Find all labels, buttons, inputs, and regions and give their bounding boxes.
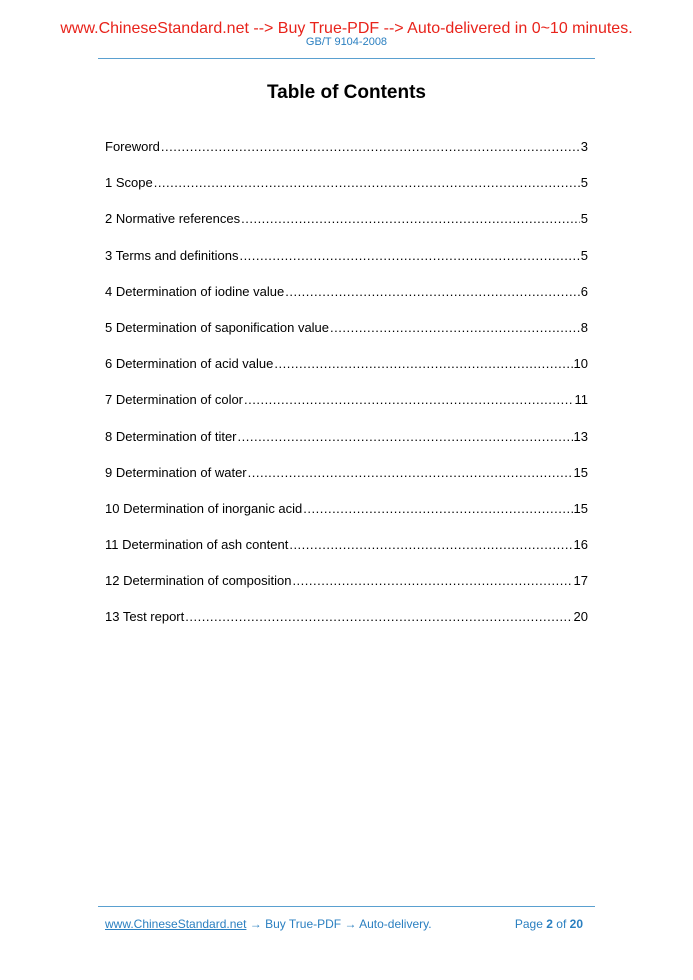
toc-entry[interactable] [105,429,588,465]
toc-entry-label: 12 Determination of composition [105,573,292,589]
toc-entry-label: Foreword [105,139,160,154]
toc-leader-dots [285,284,580,300]
toc-entry-label: 2 Normative references [105,211,241,227]
toc-entry[interactable] [105,501,588,537]
toc-entry-page: 11 [574,392,588,408]
page-current: 2 [546,917,553,931]
toc-entry-label: 6 Determination of acid value [105,356,274,372]
toc-leader-dots [303,501,572,517]
page-title: Table of Contents [266,82,427,103]
toc-entry[interactable] [105,248,588,284]
toc-leader-dots [239,248,579,264]
toc-leader-dots [154,175,580,191]
toc-entry[interactable] [105,211,588,247]
toc-leader-dots [244,392,573,408]
toc-entry-page: 6 [580,283,588,299]
toc-entry-label: 8 Determination of titer [105,428,237,444]
toc-entry-page: 10 [573,356,588,372]
toc-entry[interactable] [105,465,588,501]
toc-leader-dots [248,465,573,481]
toc-leader-dots [274,356,572,372]
standard-code: GB/T 9104-2008 [305,36,388,48]
toc-entry-page: 3 [580,139,588,154]
toc-entry-page: 17 [573,573,588,589]
toc-entry-page: 13 [573,428,588,444]
footer-promo-text: → Buy True-PDF → Auto-delivery. [246,917,432,931]
toc-entry-label: 13 Test report [105,609,185,625]
footer-promo [105,917,432,931]
toc-leader-dots [289,537,572,553]
page-label: Page [514,917,543,931]
toc-entry-label: 9 Determination of water [105,464,247,480]
toc-list [105,139,588,646]
toc-entry[interactable] [105,392,588,428]
toc-entry-page: 5 [580,247,588,263]
toc-entry[interactable] [105,356,588,392]
toc-entry-page: 15 [573,464,588,480]
toc-entry-label: 1 Scope [105,175,153,191]
toc-entry-page: 5 [580,211,588,227]
toc-leader-dots [185,609,572,625]
toc-leader-dots [330,320,580,336]
toc-entry-label: 10 Determination of inorganic acid [105,500,303,516]
toc-leader-dots [238,429,573,445]
toc-entry[interactable] [105,139,588,175]
toc-leader-dots [292,573,572,589]
toc-entry[interactable] [105,284,588,320]
toc-entry[interactable] [105,537,588,573]
toc-entry[interactable] [105,175,588,211]
footer-divider [98,906,595,907]
toc-entry-label: 5 Determination of saponification value [105,319,330,335]
toc-entry[interactable] [105,573,588,609]
toc-entry-label: 3 Terms and definitions [105,247,239,263]
toc-entry-page: 20 [573,609,588,625]
toc-entry-label: 4 Determination of iodine value [105,283,285,299]
toc-entry[interactable] [105,320,588,356]
footer-site-link[interactable]: www.ChineseStandard.net [105,917,247,931]
top-banner[interactable]: www.ChineseStandard.net --> Buy True-PDF --> Auto-delivered in 0~10 minutes. [60,20,633,37]
toc-entry-page: 5 [580,175,588,191]
page-indicator [515,917,583,931]
page-total: 20 [569,917,583,931]
toc-entry-page: 15 [573,500,588,516]
page-of-label: of [556,917,567,931]
toc-leader-dots [161,139,580,155]
toc-leader-dots [241,211,580,227]
toc-entry-page: 8 [580,319,588,335]
toc-entry-page: 16 [573,537,588,553]
toc-entry[interactable] [105,609,588,645]
toc-entry-label: 7 Determination of color [105,392,244,408]
header-divider [98,58,595,59]
toc-entry-label: 11 Determination of ash content [105,537,289,553]
